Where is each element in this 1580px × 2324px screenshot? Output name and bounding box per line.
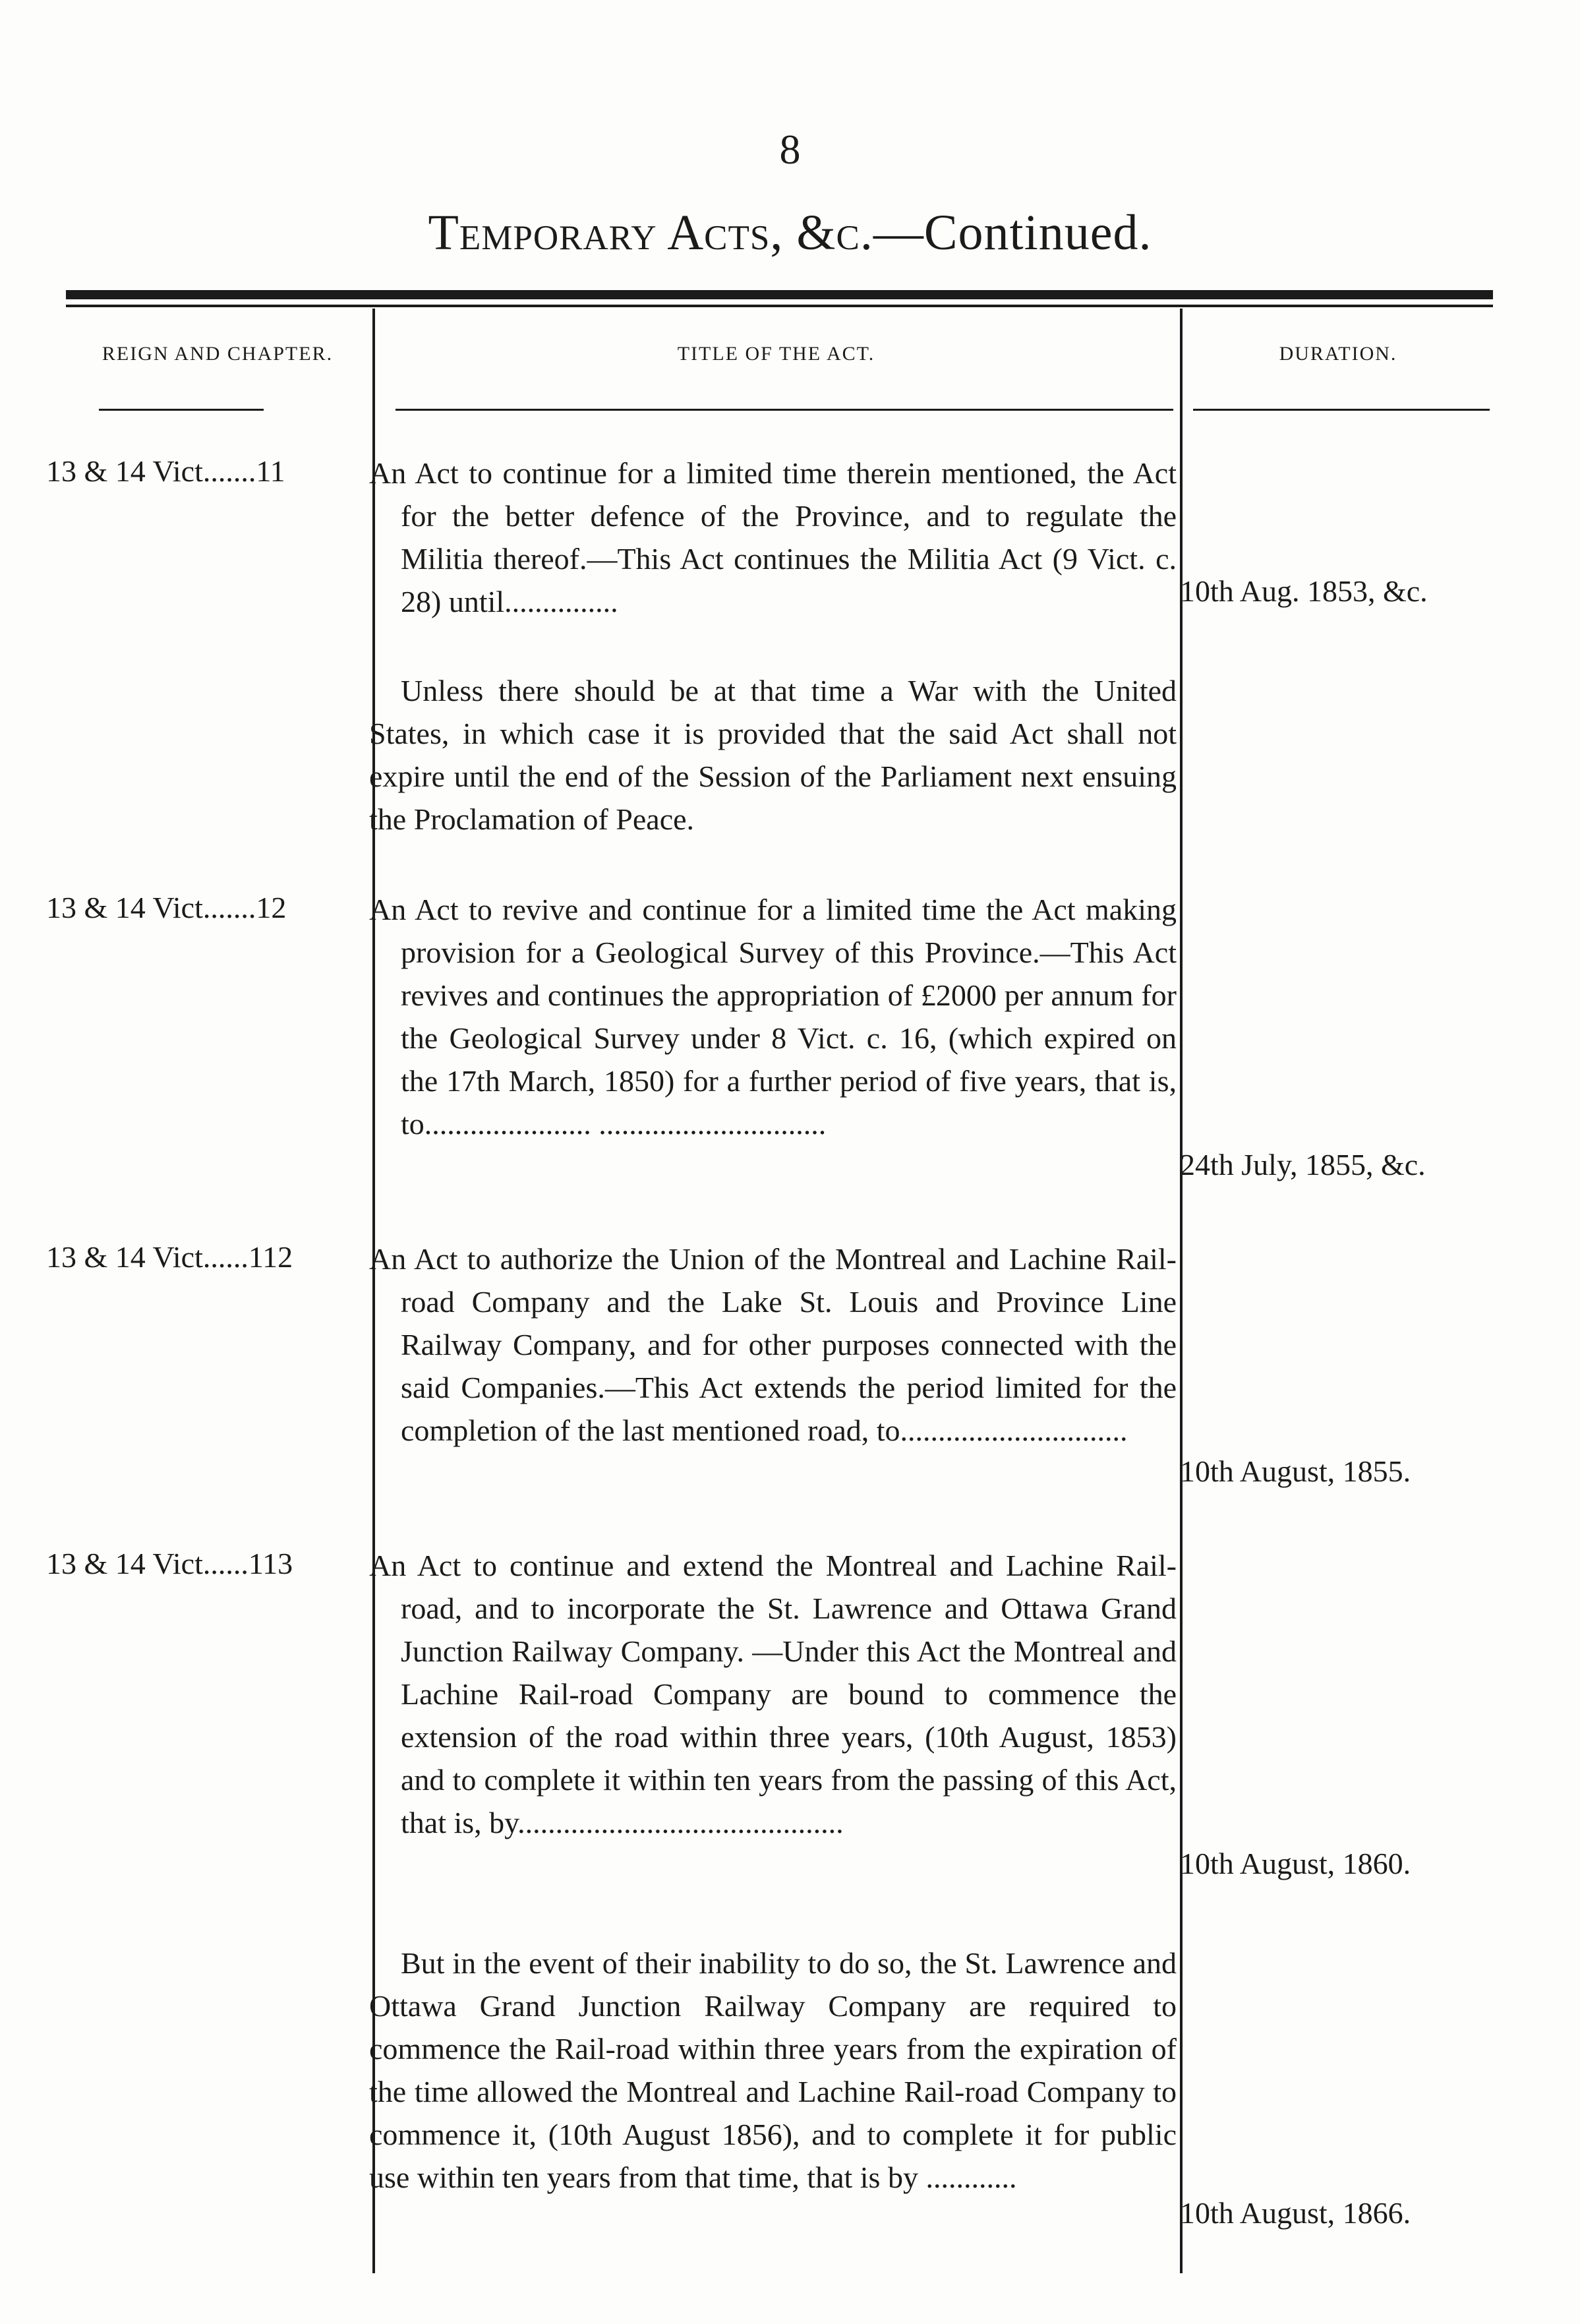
column-header-title: TITLE OF THE ACT. xyxy=(677,343,875,365)
page-title-continued: —Continued. xyxy=(873,205,1152,260)
row-duration: 10th August, 1855. xyxy=(1180,1454,1411,1488)
row-note: Unless there should be at that time a War with the United States, in which case it is provided that the said Act shall not expire until the end of the Session of the Parliament next ensuing the Proclamation of Peace. xyxy=(369,674,1177,836)
row-title xyxy=(369,1237,1177,1452)
row-title-text: An Act to continue and extend the Montreal and Lachine Rail-road, and to incorporate the St. Lawrence and Ottawa Grand Junction Railway Company. —Under this Act the Montreal and Lachine Rail-road Company are bound to commence the extension of the road within three years, (10th August, 1853) and to complete it within ten years from the passing of this Act, that is, by........................................... xyxy=(369,1549,1177,1839)
page-number: 8 xyxy=(779,126,801,173)
column-header-duration: DURATION. xyxy=(1279,343,1397,365)
column-header-rule-duration xyxy=(1193,409,1490,411)
row-note-duration: 10th August, 1866. xyxy=(1180,2196,1411,2230)
row-title-text: An Act to revive and continue for a limited time the Act making provision for a Geological Survey of this Province.—This Act revives and continues the appropriation of £2000 per annum for the Geological Survey under 8 Vict. c. 16, (which expired on the 17th March, 1850) for a further period of five years, that is, to...................... .............................. xyxy=(369,893,1177,1141)
column-header-rule-title xyxy=(395,409,1173,411)
header-rule-thick xyxy=(66,290,1493,299)
row-title xyxy=(369,452,1177,623)
row-reign: 13 & 14 Vict......113 xyxy=(46,1547,293,1580)
row-note: But in the event of their inability to do so, the St. Lawrence and Ottawa Grand Junction Railway Company are required to commence the Rail-road within three years from the expiration of the time allowed the Montreal and Lachine Rail-road Company to commence it, (10th August 1856), and to complete it for public use within ten years from that time, that is by ............ xyxy=(369,1946,1177,2194)
row-title xyxy=(369,1544,1177,1844)
row-duration: 10th August, 1860. xyxy=(1180,1847,1411,1880)
row-reign: 13 & 14 Vict.......11 xyxy=(46,454,285,488)
column-header-reign: REIGN AND CHAPTER. xyxy=(102,343,334,365)
row-duration: 10th Aug. 1853, &c. xyxy=(1180,574,1428,608)
row-title-text: An Act to authorize the Union of the Montreal and Lachine Rail-road Company and the Lake St. Louis and Province Line Railway Company, and for other purposes connected with the said Companies.—This Act extends the period limited for the completion of the last mentioned road, to.............................. xyxy=(369,1242,1177,1447)
page-title xyxy=(0,204,1580,262)
row-duration: 24th July, 1855, &c. xyxy=(1180,1148,1426,1181)
row-reign: 13 & 14 Vict......112 xyxy=(46,1240,293,1274)
page-title-main: Temporary Acts, &c. xyxy=(428,205,873,260)
header-rule-thin xyxy=(66,305,1493,307)
row-reign: 13 & 14 Vict.......12 xyxy=(46,891,287,924)
row-title xyxy=(369,888,1177,1145)
column-header-rule-reign xyxy=(99,409,264,411)
row-title-text: An Act to continue for a limited time therein mentioned, the Act for the better defence of the Province, and to regulate the Militia thereof.—This Act continues the Militia Act (9 Vict. c. 28) until............... xyxy=(369,456,1177,618)
